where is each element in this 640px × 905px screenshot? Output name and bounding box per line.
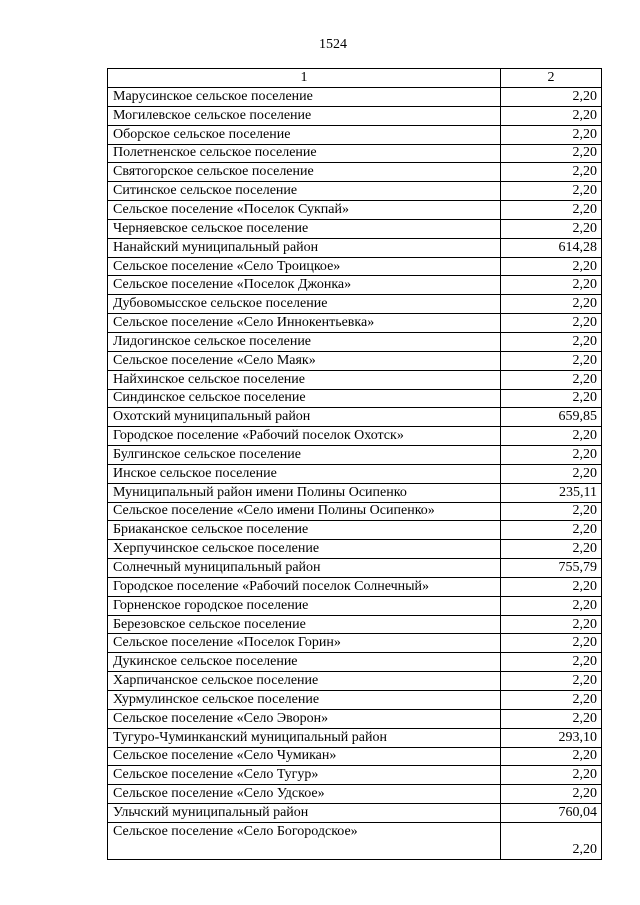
table-row: [108, 672, 602, 691]
amount-value: 755,79: [501, 559, 602, 578]
table-row: [108, 577, 602, 596]
amount-value: 2,20: [501, 257, 602, 276]
amount-value: 2,20: [501, 577, 602, 596]
allocation-table: [107, 68, 602, 860]
municipality-name: Сельское поселение «Село Троицкое»: [108, 257, 501, 276]
page-number: 1524: [319, 37, 347, 52]
table-row: [108, 502, 602, 521]
amount-value: 2,20: [501, 295, 602, 314]
municipality-name: Херпучинское сельское поселение: [108, 540, 501, 559]
municipality-name: Сельское поселение «Село Тугур»: [108, 766, 501, 785]
municipality-name: Хурмулинское сельское поселение: [108, 691, 501, 710]
table-row: [108, 766, 602, 785]
table-row: [108, 785, 602, 804]
municipality-name: Сельское поселение «Село Удское»: [108, 785, 501, 804]
municipality-name: Сельское поселение «Село Иннокентьевка»: [108, 314, 501, 333]
amount-value: 2,20: [501, 427, 602, 446]
amount-value: 2,20: [501, 351, 602, 370]
table-row: [108, 201, 602, 220]
table-row: [108, 427, 602, 446]
table-row: [108, 125, 602, 144]
municipality-name: Синдинское сельское поселение: [108, 389, 501, 408]
amount-value: 2,20: [501, 106, 602, 125]
municipality-name: Лидогинское сельское поселение: [108, 332, 501, 351]
table-row: [108, 370, 602, 389]
amount-value: 2,20: [501, 540, 602, 559]
municipality-name: Городское поселение «Рабочий поселок Охотск»: [108, 427, 501, 446]
table-row: [108, 728, 602, 747]
table-row: [108, 615, 602, 634]
amount-value: 2,20: [501, 766, 602, 785]
amount-value: 2,20: [501, 389, 602, 408]
municipality-name: Инское сельское поселение: [108, 464, 501, 483]
amount-value: 2,20: [501, 332, 602, 351]
amount-value: 2,20: [501, 219, 602, 238]
amount-value: 2,20: [501, 370, 602, 389]
amount-value: 2,20: [501, 276, 602, 295]
table-row: [108, 483, 602, 502]
table-row: [108, 559, 602, 578]
municipality-name: Охотский муниципальный район: [108, 408, 501, 427]
column-header-2: 2: [501, 69, 602, 88]
table-row: [108, 691, 602, 710]
amount-value: 659,85: [501, 408, 602, 427]
municipality-name: Полетненское сельское поселение: [108, 144, 501, 163]
table-row: [108, 332, 602, 351]
table-row: [108, 634, 602, 653]
amount-value: 293,10: [501, 728, 602, 747]
amount-value: 2,20: [501, 446, 602, 465]
municipality-name: Муниципальный район имени Полины Осипенко: [108, 483, 501, 502]
table-row: [108, 295, 602, 314]
municipality-name: Сельское поселение «Поселок Горин»: [108, 634, 501, 653]
municipality-name: Сельское поселение «Село Эворон»: [108, 709, 501, 728]
amount-value: 2,20: [501, 785, 602, 804]
amount-value: 2,20: [501, 615, 602, 634]
amount-value: 2,20: [501, 822, 602, 859]
amount-value: 2,20: [501, 163, 602, 182]
municipality-name: Сельское поселение «Село Чумикан»: [108, 747, 501, 766]
amount-value: 2,20: [501, 88, 602, 107]
municipality-name: Дукинское сельское поселение: [108, 653, 501, 672]
table-row: [108, 276, 602, 295]
table-row: [108, 709, 602, 728]
table-row: [108, 822, 602, 859]
municipality-name: Оборское сельское поселение: [108, 125, 501, 144]
amount-value: 2,20: [501, 634, 602, 653]
table-row: [108, 182, 602, 201]
municipality-name: Сельское поселение «Поселок Сукпай»: [108, 201, 501, 220]
municipality-name: Харпичанское сельское поселение: [108, 672, 501, 691]
table-row: [108, 446, 602, 465]
municipality-name: Дубовомысское сельское поселение: [108, 295, 501, 314]
table-row: [108, 257, 602, 276]
amount-value: 2,20: [501, 144, 602, 163]
table-header-row: [108, 69, 602, 88]
amount-value: 2,20: [501, 201, 602, 220]
table-row: [108, 351, 602, 370]
table-row: [108, 163, 602, 182]
municipality-name: Святогорское сельское поселение: [108, 163, 501, 182]
table-row: [108, 464, 602, 483]
municipality-name: Ульчский муниципальный район: [108, 804, 501, 823]
table-row: [108, 596, 602, 615]
amount-value: 2,20: [501, 596, 602, 615]
amount-value: 760,04: [501, 804, 602, 823]
municipality-name: Бриаканское сельское поселение: [108, 521, 501, 540]
municipality-name: Тугуро-Чуминканский муниципальный район: [108, 728, 501, 747]
municipality-name: Сельское поселение «Село Маяк»: [108, 351, 501, 370]
amount-value: 2,20: [501, 653, 602, 672]
table-row: [108, 219, 602, 238]
table-row: [108, 747, 602, 766]
amount-value: 2,20: [501, 182, 602, 201]
amount-value: 614,28: [501, 238, 602, 257]
municipality-name: Нанайский муниципальный район: [108, 238, 501, 257]
amount-value: 2,20: [501, 464, 602, 483]
table-row: [108, 408, 602, 427]
amount-value: 2,20: [501, 709, 602, 728]
municipality-name: Городское поселение «Рабочий поселок Солнечный»: [108, 577, 501, 596]
municipality-name: Ситинское сельское поселение: [108, 182, 501, 201]
municipality-name: Березовское сельское поселение: [108, 615, 501, 634]
column-header-1: 1: [108, 69, 501, 88]
amount-value: 2,20: [501, 314, 602, 333]
table-row: [108, 653, 602, 672]
table-row: [108, 521, 602, 540]
table-row: [108, 540, 602, 559]
municipality-name: Солнечный муниципальный район: [108, 559, 501, 578]
municipality-name: Сельское поселение «Село имени Полины Осипенко»: [108, 502, 501, 521]
table-row: [108, 88, 602, 107]
table-row: [108, 144, 602, 163]
table-row: [108, 314, 602, 333]
municipality-name: Булгинское сельское поселение: [108, 446, 501, 465]
amount-value: 2,20: [501, 502, 602, 521]
table-row: [108, 106, 602, 125]
municipality-name: Сельское поселение «Село Богородское»: [108, 822, 501, 859]
amount-value: 2,20: [501, 747, 602, 766]
amount-value: 2,20: [501, 672, 602, 691]
table-row: [108, 804, 602, 823]
amount-value: 2,20: [501, 125, 602, 144]
table-row: [108, 389, 602, 408]
amount-value: 2,20: [501, 691, 602, 710]
municipality-name: Найхинское сельское поселение: [108, 370, 501, 389]
municipality-name: Черняевское сельское поселение: [108, 219, 501, 238]
amount-value: 2,20: [501, 521, 602, 540]
municipality-name: Могилевское сельское поселение: [108, 106, 501, 125]
municipality-name: Сельское поселение «Поселок Джонка»: [108, 276, 501, 295]
municipality-name: Горненское городское поселение: [108, 596, 501, 615]
amount-value: 235,11: [501, 483, 602, 502]
table-row: [108, 238, 602, 257]
municipality-name: Марусинское сельское поселение: [108, 88, 501, 107]
